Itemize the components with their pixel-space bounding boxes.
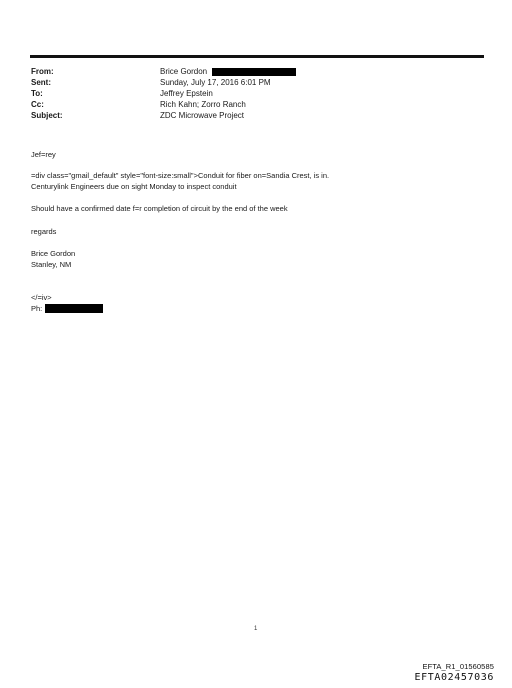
to-row (31, 88, 296, 99)
signature-name: Brice Gordon (31, 249, 76, 258)
html-tag-fragment: </=iv> (31, 293, 52, 302)
subject-row (31, 110, 296, 121)
sent-label: Sent: (31, 78, 51, 87)
to-value: Jeffrey Epstein (160, 89, 213, 98)
redaction-bar (212, 68, 296, 76)
bates-stamp-secondary: EFTA02457036 (414, 672, 494, 683)
phone-line (31, 303, 103, 314)
from-name: Brice Gordon (160, 67, 208, 76)
email-body-line-2: Centurylink Engineers due on sight Monday to inspect conduit (31, 182, 237, 191)
email-greeting: Jef=rey (31, 150, 56, 159)
from-row (31, 66, 296, 77)
email-header (31, 66, 296, 121)
page-number: 1 (254, 626, 258, 632)
cc-value: Rich Kahn; Zorro Ranch (160, 100, 246, 109)
cc-label: Cc: (31, 100, 44, 109)
subject-value: ZDC Microwave Project (160, 111, 245, 120)
from-label: From: (31, 67, 54, 76)
email-closing: regards (31, 227, 57, 236)
subject-label: Subject: (31, 111, 63, 120)
sent-row (31, 77, 296, 88)
email-body-line-1: =div class="gmail_default" style="font-size:small">Conduit for fiber on=Sandia Crest, is in. (31, 171, 330, 180)
phone-label: Ph: (31, 304, 43, 313)
email-body-line-3: Should have a confirmed date f=r completion of circuit by the end of the week (31, 204, 288, 213)
signature-location: Stanley, NM (31, 260, 72, 269)
sent-value: Sunday, July 17, 2016 6:01 PM (160, 78, 271, 87)
bates-stamp-primary: EFTA_R1_01560585 (422, 662, 494, 671)
from-value (160, 66, 296, 77)
header-divider (30, 55, 484, 58)
cc-row (31, 99, 296, 110)
redaction-bar (45, 304, 103, 313)
to-label: To: (31, 89, 43, 98)
